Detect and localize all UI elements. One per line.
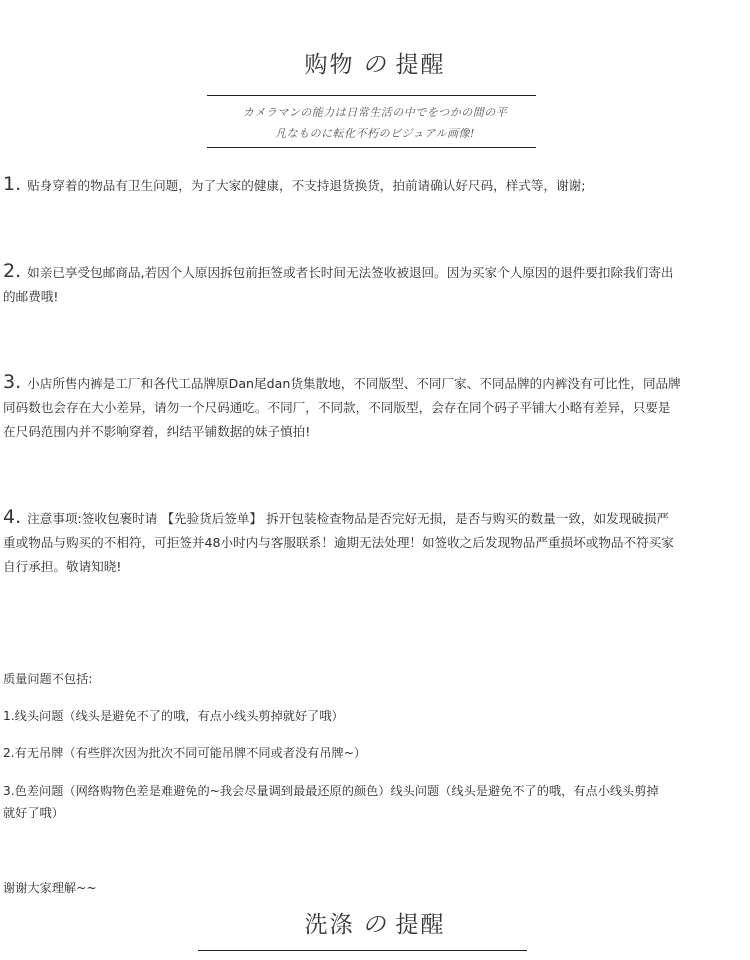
subtitle-line-2: 凡なものに転化不朽のビジュアル画像! — [275, 127, 475, 140]
title-word-reminder: 提醒 — [395, 912, 446, 938]
notice-4 — [3, 505, 748, 579]
notice-number: 4. — [3, 506, 22, 528]
notice-text: 如亲已享受包邮商品,若因个人原因拆包前拒签或者长时间无法签收被退回。因为买家个人原因的退件要扣除我们寄出 的邮费哦! — [3, 265, 674, 304]
quality-heading: 质量问题不包括: — [3, 672, 93, 686]
title-particle: の — [362, 52, 388, 78]
notice-3 — [3, 370, 748, 444]
washing-title-divider — [198, 950, 527, 951]
title-particle: の — [362, 912, 388, 938]
notice-text: 注意事项:签收包裹时请 【先验货后签单】 拆开包装检查物品是否完好无损，是否与购买的数量一致，如发现破损严 重或物品与购买的不相符，可拒签并48小时内与客服联系！逾期无法处理！如签收之后发现物品严重损坏或物品不符买家 自行承担。敬请知晓! — [3, 511, 674, 574]
notice-number: 3. — [3, 371, 22, 393]
quality-item-2: 2.有无吊牌（有些胖次因为批次不同可能吊牌不同或者没有吊牌~） — [3, 746, 367, 760]
title-word-washing: 洗涤 — [304, 912, 355, 938]
quality-item-1: 1.线头问题（线头是避免不了的哦，有点小线头剪掉就好了哦） — [3, 709, 344, 723]
shopping-reminder-title — [0, 46, 750, 79]
subtitle-line-1: カメラマンの能力は日常生活の中でをつかの間の平 — [242, 106, 508, 119]
title-word-reminder: 提醒 — [395, 52, 446, 78]
notice-number: 1. — [3, 173, 22, 195]
shopping-subtitle — [0, 102, 750, 144]
quality-item-3: 3.色差问题（网络购物色差是难避免的~我会尽量调到最最还原的颜色）线头问题（线头是避免不了的哦，有点小线头剪掉 就好了哦） — [3, 784, 659, 820]
notice-1 — [3, 172, 748, 198]
thanks-text: 谢谢大家理解~~ — [3, 881, 97, 895]
title-top-divider — [207, 95, 536, 96]
notice-2 — [3, 259, 748, 309]
notice-text: 贴身穿着的物品有卫生问题，为了大家的健康，不支持退货换货，拍前请确认好尺码，样式等，谢谢; — [27, 178, 586, 193]
notice-text: 小店所售内裤是工厂和各代工品牌原Dan尾dan货集散地，不同版型、不同厂家、不同品牌的内裤没有可比性，同品牌 同码数也会存在大小差异，请勿一个尺码通吃。不同厂，不同款，不同版型，会存在同个码子平铺大小略有差异，只要是 在尺码范围内并不影响穿着，纠结平铺数据的妹子慎拍! — [3, 376, 681, 439]
notice-number: 2. — [3, 260, 22, 282]
title-word-shopping: 购物 — [304, 52, 355, 78]
washing-reminder-title — [0, 906, 750, 939]
title-bottom-divider — [207, 147, 536, 148]
